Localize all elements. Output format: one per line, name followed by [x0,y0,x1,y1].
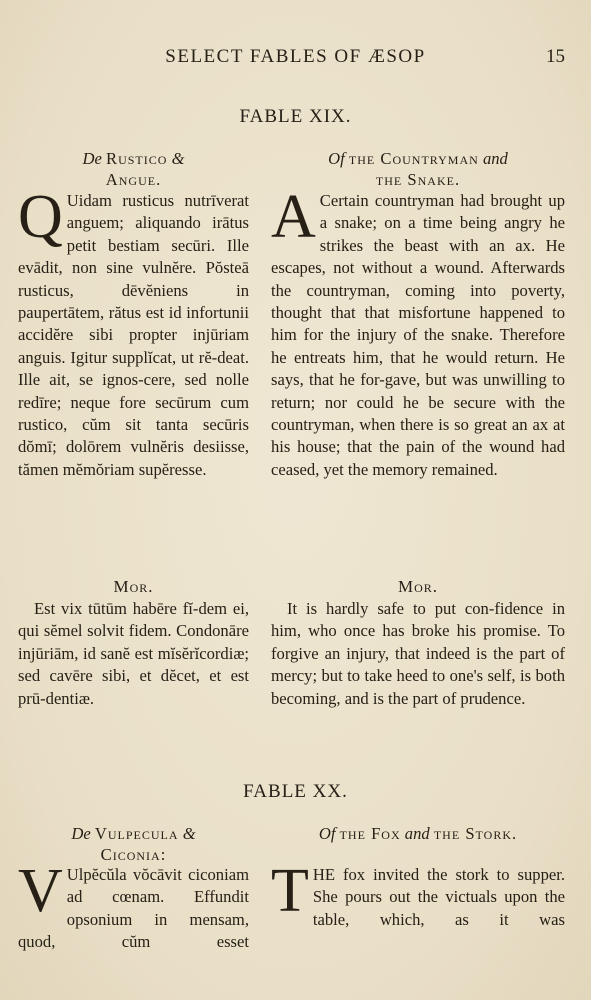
latin-text [18,857,249,954]
drop-cap: A [271,183,316,251]
latin-paragraph: Uidam rusticus nutrīverat anguem; aliquando irātus petit bestiam secūri. Ille evādit, non sine vulnĕre. Pŏsteā rusticus, dēvĕniens in paupertātem, rătus est id infortunii accidĕre sibi propter injūriam anguis. Igitur supplĭcat, ut rĕ-deat. Ille ait, se ignos-cere, sed nolle redīre; neque fore secūrum cum rustico, cŭm sit tanta secūris dŏmī; dolōrem vulnĕris desiisse, tămen mĕmŏriam supĕresse. [18,191,249,479]
moral-latin: Est vix tūtūm habēre fĭ-dem ei, qui sĕmel solvit fidem. Condonāre injūriām, id sanĕ est mĭsĕrĭcordiæ; sed cavēre sibi, et dĕcet, et est prū-dentiæ. [18,599,249,708]
heading-conjunction: and [404,824,430,843]
heading-line2: Ciconia: [100,845,167,864]
moral-heading-latin: Mor. [113,577,154,596]
heading-name: the Countryman [348,149,479,168]
english-text [271,183,565,481]
page-number: 15 [546,46,565,67]
heading-name: the Fox [339,824,401,843]
heading-conjunction: and [482,149,508,168]
heading-name: Vulpecula [94,824,179,843]
drop-cap: T [271,857,309,925]
moral-heading-english: Mor. [397,577,439,596]
heading-line2: the Snake. [375,170,461,189]
fable-title: FABLE XX. [243,781,348,802]
latin-text [18,183,249,481]
drop-cap: V [18,857,63,925]
heading-ampersand: & [171,149,185,168]
moral-english: It is hardly safe to put con-fidence in him, who once has broke his promise. To forgive an injury, that indeed is the part of mercy; but to take heed to one's self, is both becoming, and is the part of prudence. [271,599,565,708]
fable-title: FABLE XIX. [239,106,352,127]
heading-preposition: Of [328,149,345,168]
running-head: SELECT FABLES OF ÆSOP [165,46,426,67]
heading-preposition: De [82,149,102,168]
heading-preposition: Of [318,824,336,843]
heading-line2: Angue. [105,170,162,189]
heading-name: Rustico [106,149,168,168]
english-heading [271,823,565,844]
heading-name-2: the Stork. [433,824,518,843]
heading-preposition: De [71,824,91,843]
latin-paragraph: Ulpĕcŭla vŏcāvit ciconiam ad cœnam. Effundit opsonium in mensam, quod, cŭm esset [18,865,249,952]
heading-ampersand: & [182,824,196,843]
drop-cap: Q [18,183,63,251]
english-paragraph: HE fox invited the stork to supper. She pours out the victuals upon the table, which, as it was [312,865,565,929]
english-text [271,857,565,931]
english-paragraph: Certain countryman had brought up a snake; on a time being angry he strikes the beast with an ax. He escapes, not without a wound. Afterwards the countryman, coming into poverty, thought that that misfortune happened to him for the injury of the snake. Therefore he entreats him, that he would return. He says, that he for-gave, but was unwilling to return; nor could he be secure with the countryman, when there is so great an ax at his house; that the pain of the wound had ceased, yet the memory remained. [271,191,565,479]
